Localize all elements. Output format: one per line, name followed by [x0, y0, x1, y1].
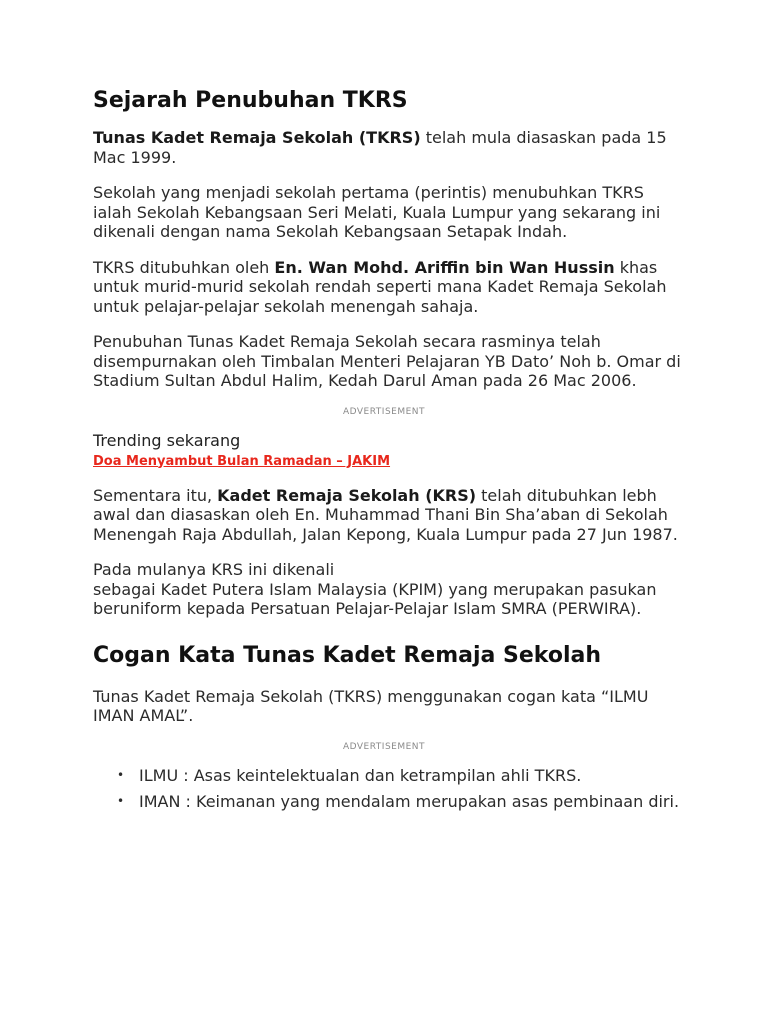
kpim-line2: sebagai Kadet Putera Islam Malaysia (KPIM) yang merupakan pasukan beruniform kepada Persatuan Pelajar-Pelajar Islam SMRA (PERWIRA).: [93, 579, 657, 618]
paragraph-motto: Tunas Kadet Remaja Sekolah (TKRS) menggunakan cogan kata “ILMU IMAN AMAL”.: [93, 686, 649, 725]
paragraph-krs: [93, 486, 683, 545]
paragraph-founder: [93, 258, 683, 317]
krs-name: Kadet Remaja Sekolah (KRS): [217, 485, 477, 505]
motto-list: [93, 766, 683, 812]
bullet-icon: •: [117, 794, 125, 808]
trending-block: [93, 431, 683, 470]
founder-pre: TKRS ditubuhkan oleh: [93, 257, 275, 277]
founder-post: khas untuk murid-murid sekolah rendah seperti mana Kadet Remaja Sekolah untuk pelajar-pelajar sekolah menengah sahaja.: [93, 257, 667, 316]
list-item: [117, 792, 683, 812]
article-body: [93, 84, 683, 819]
list-item-text: IMAN : Keimanan yang mendalam merupakan asas pembinaan diri.: [139, 792, 680, 811]
intro-text: telah mula diasaskan pada 15 Mac 1999.: [93, 128, 667, 167]
paragraph-first-school: Sekolah yang menjadi sekolah pertama (perintis) menubuhkan TKRS ialah Sekolah Kebangsaan Seri Melati, Kuala Lumpur yang sekarang ini dikenali dengan nama Sekolah Kebangsaan Setapak Indah.: [93, 183, 661, 241]
paragraph-official-launch: Penubuhan Tunas Kadet Remaja Sekolah secara rasminya telah disempurnakan oleh Timbalan Menteri Pelajaran YB Dato’ Noh b. Omar di Stadium Sultan Abdul Halim, Kedah Darul Aman pada 26 Mac 2006.: [93, 332, 681, 390]
bold-tkrs-name: Tunas Kadet Remaja Sekolah (TKRS): [93, 128, 421, 147]
section-heading-sejarah: Sejarah Penubuhan TKRS: [93, 88, 408, 113]
list-item-text: ILMU : Asas keintelektualan dan ketrampilan ahli TKRS.: [139, 765, 582, 785]
trending-label: Trending sekarang: [93, 430, 241, 450]
bullet-icon: •: [117, 767, 125, 782]
krs-post: telah ditubuhkan lebh awal dan diasaskan oleh En. Muhammad Thani Bin Sha’aban di Sekolah Menengah Raja Abdullah, Jalan Kepong, Kuala Lumpur pada 27 Jun 1987.: [93, 485, 678, 544]
paragraph-intro: [93, 128, 683, 167]
kpim-line1: Pada mulanya KRS ini dikenali: [93, 560, 335, 579]
krs-pre: Sementara itu,: [93, 485, 218, 505]
founder-name: En. Wan Mohd. Ariffin bin Wan Hussin: [274, 257, 615, 277]
advertisement-label-2: ADVERTISEMENT: [342, 741, 426, 752]
list-item: [117, 765, 683, 786]
trending-link[interactable]: Doa Menyambut Bulan Ramadan – JAKIM: [93, 453, 391, 469]
paragraph-kpim: [93, 560, 683, 619]
section-heading-cogan-kata: Cogan Kata Tunas Kadet Remaja Sekolah: [93, 642, 601, 668]
advertisement-label: ADVERTISEMENT: [342, 406, 426, 417]
